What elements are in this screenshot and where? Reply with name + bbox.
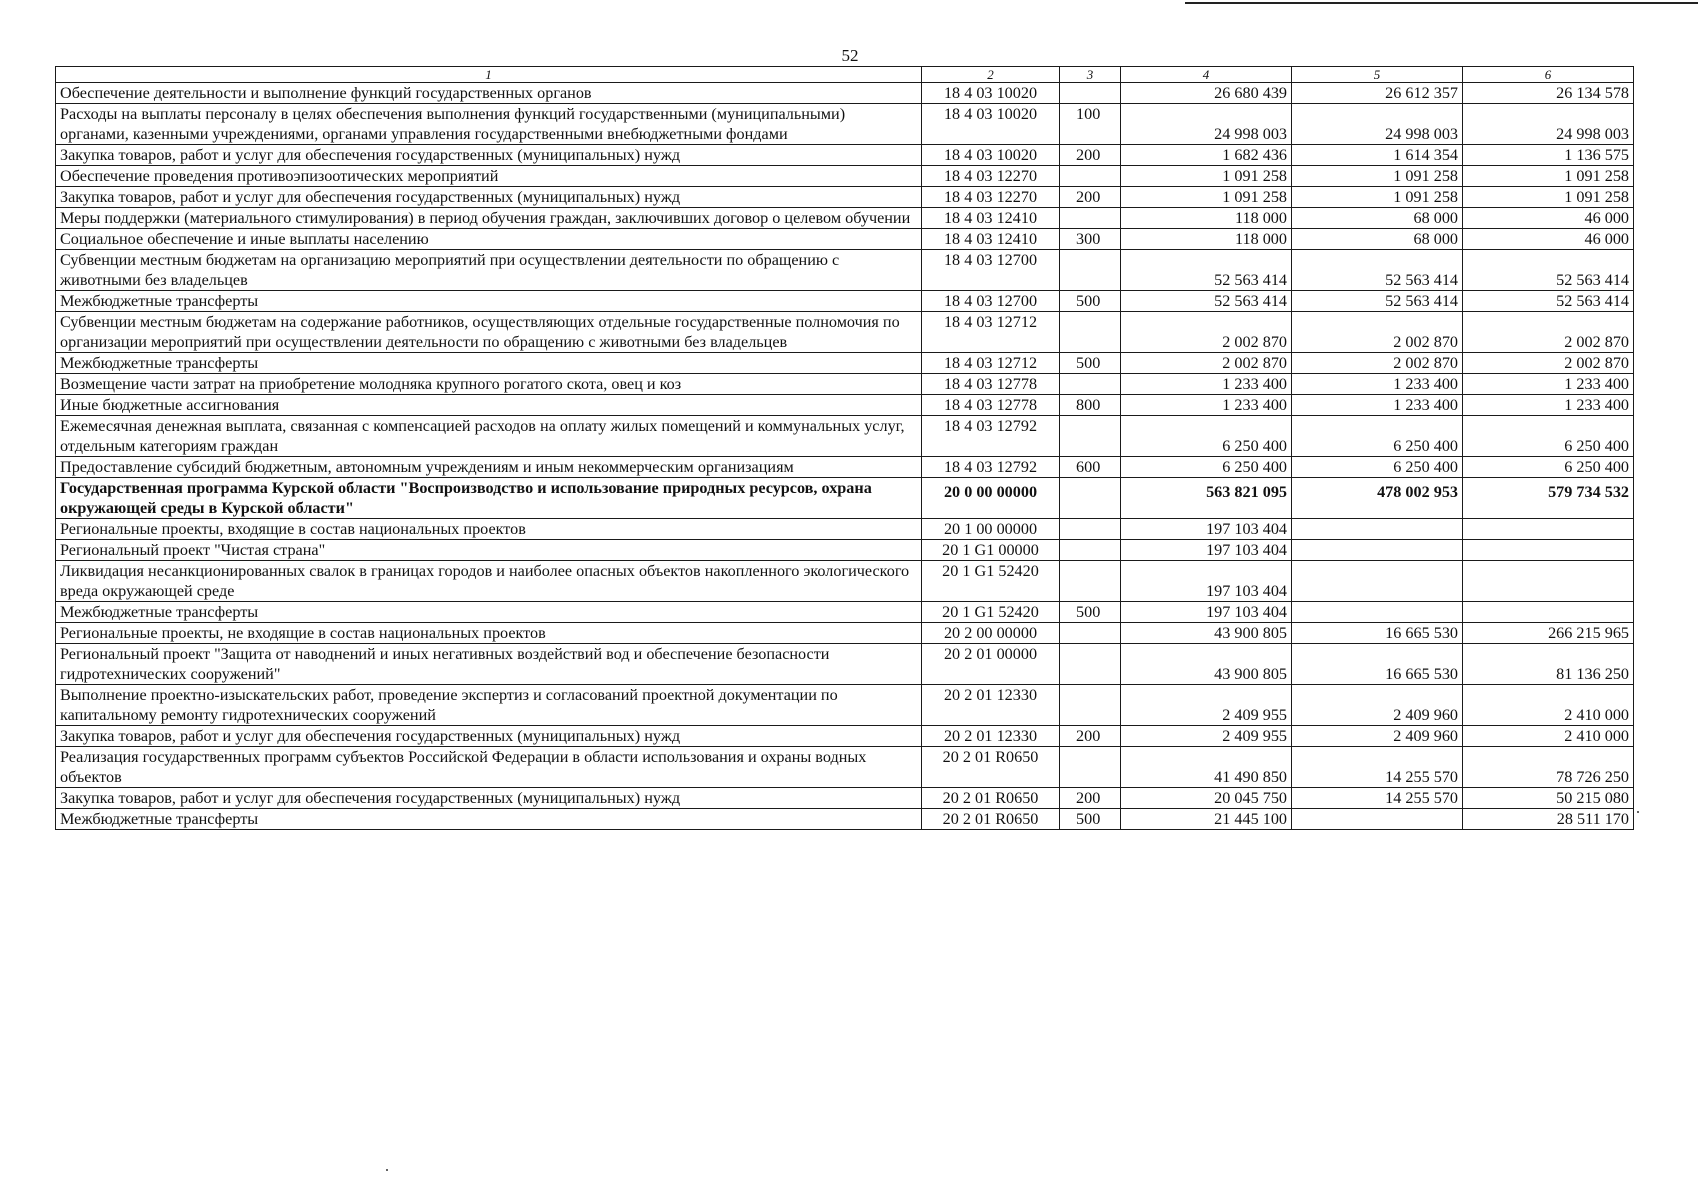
- row-amount-col4: 1 233 400: [1121, 395, 1292, 416]
- row-amount-col5: 1 091 258: [1292, 187, 1463, 208]
- row-name: Межбюджетные трансферты: [56, 809, 922, 830]
- row-amount-col5: 68 000: [1292, 208, 1463, 229]
- row-expense-type: [1060, 478, 1121, 519]
- table-row: [56, 250, 1634, 291]
- table-row: [56, 788, 1634, 809]
- table-row: [56, 291, 1634, 312]
- table-row: [56, 145, 1634, 166]
- row-amount-col5: 52 563 414: [1292, 291, 1463, 312]
- row-name: Ежемесячная денежная выплата, связанная с компенсацией расходов на оплату жилых помещений и коммунальных услуг, отдельным категориям граждан: [56, 416, 922, 457]
- row-name: Возмещение части затрат на приобретение молодняка крупного рогатого скота, овец и коз: [56, 374, 922, 395]
- column-number-6: 6: [1463, 67, 1634, 83]
- row-expense-type: 500: [1060, 353, 1121, 374]
- row-amount-col6: 1 233 400: [1463, 395, 1634, 416]
- row-code: 18 4 03 12410: [922, 208, 1060, 229]
- table-row: [56, 416, 1634, 457]
- row-amount-col6: 52 563 414: [1463, 291, 1634, 312]
- top-border-line: [1185, 2, 1698, 4]
- row-amount-col6: [1463, 540, 1634, 561]
- row-expense-type: [1060, 416, 1121, 457]
- row-amount-col5: [1292, 519, 1463, 540]
- row-code: 20 1 G1 52420: [922, 561, 1060, 602]
- table-row: [56, 229, 1634, 250]
- row-expense-type: 600: [1060, 457, 1121, 478]
- row-amount-col5: 14 255 570: [1292, 788, 1463, 809]
- row-code: 18 4 03 12712: [922, 312, 1060, 353]
- scan-speck: [1637, 811, 1639, 813]
- row-amount-col4: 2 409 955: [1121, 726, 1292, 747]
- table-row: [56, 809, 1634, 830]
- row-code: 20 2 01 00000: [922, 644, 1060, 685]
- row-amount-col4: 1 682 436: [1121, 145, 1292, 166]
- row-expense-type: 200: [1060, 788, 1121, 809]
- row-amount-col4: 2 409 955: [1121, 685, 1292, 726]
- table-row: [56, 623, 1634, 644]
- row-amount-col4: 52 563 414: [1121, 250, 1292, 291]
- table-row: [56, 187, 1634, 208]
- row-amount-col6: [1463, 602, 1634, 623]
- row-amount-col5: 26 612 357: [1292, 83, 1463, 104]
- row-amount-col6: 78 726 250: [1463, 747, 1634, 788]
- row-amount-col6: 579 734 532: [1463, 478, 1634, 519]
- row-amount-col5: [1292, 809, 1463, 830]
- scan-speck: [386, 1169, 388, 1171]
- table-row: [56, 353, 1634, 374]
- row-amount-col6: 46 000: [1463, 229, 1634, 250]
- table-row: [56, 208, 1634, 229]
- row-expense-type: 800: [1060, 395, 1121, 416]
- row-expense-type: [1060, 250, 1121, 291]
- row-amount-col4: 197 103 404: [1121, 602, 1292, 623]
- row-code: 20 2 01 R0650: [922, 809, 1060, 830]
- row-amount-col5: 2 409 960: [1292, 685, 1463, 726]
- budget-table-container: [55, 66, 1633, 830]
- row-name: Субвенции местным бюджетам на организацию мероприятий при осуществлении деятельности по обращению с животными без владельцев: [56, 250, 922, 291]
- row-code: 18 4 03 12700: [922, 291, 1060, 312]
- table-row: [56, 104, 1634, 145]
- row-amount-col4: 197 103 404: [1121, 519, 1292, 540]
- row-code: 18 4 03 12270: [922, 187, 1060, 208]
- row-amount-col5: 2 002 870: [1292, 353, 1463, 374]
- table-row: [56, 644, 1634, 685]
- row-code: 20 2 01 R0650: [922, 788, 1060, 809]
- row-name: Ликвидация несанкционированных свалок в границах городов и наиболее опасных объектов накопленного экологического вреда окружающей среде: [56, 561, 922, 602]
- column-number-4: 4: [1121, 67, 1292, 83]
- row-name: Региональные проекты, не входящие в состав национальных проектов: [56, 623, 922, 644]
- row-amount-col4: 41 490 850: [1121, 747, 1292, 788]
- row-expense-type: 500: [1060, 809, 1121, 830]
- row-amount-col4: 6 250 400: [1121, 416, 1292, 457]
- row-expense-type: [1060, 208, 1121, 229]
- table-row: [56, 747, 1634, 788]
- row-amount-col5: 16 665 530: [1292, 623, 1463, 644]
- row-expense-type: [1060, 561, 1121, 602]
- column-number-3: 3: [1060, 67, 1121, 83]
- row-amount-col5: 52 563 414: [1292, 250, 1463, 291]
- row-name: Расходы на выплаты персоналу в целях обеспечения выполнения функций государственными (муниципальными) органами, казенными учреждениями, органами управления государственными внебюджетными фондами: [56, 104, 922, 145]
- row-code: 18 4 03 12410: [922, 229, 1060, 250]
- row-code: 20 2 01 12330: [922, 726, 1060, 747]
- row-amount-col5: 1 233 400: [1292, 374, 1463, 395]
- table-row: [56, 457, 1634, 478]
- row-amount-col5: [1292, 602, 1463, 623]
- row-amount-col5: 1 091 258: [1292, 166, 1463, 187]
- row-name: Выполнение проектно-изыскательских работ, проведение экспертиз и согласований проектной документации по капитальному ремонту гидротехнических сооружений: [56, 685, 922, 726]
- row-amount-col6: 28 511 170: [1463, 809, 1634, 830]
- table-body: [56, 67, 1634, 830]
- row-code: 18 4 03 12778: [922, 374, 1060, 395]
- row-name: Социальное обеспечение и иные выплаты населению: [56, 229, 922, 250]
- row-expense-type: [1060, 644, 1121, 685]
- row-expense-type: [1060, 747, 1121, 788]
- row-amount-col6: 1 091 258: [1463, 187, 1634, 208]
- row-name: Меры поддержки (материального стимулирования) в период обучения граждан, заключивших договор о целевом обучении: [56, 208, 922, 229]
- row-name: Региональные проекты, входящие в состав национальных проектов: [56, 519, 922, 540]
- row-amount-col5: 2 002 870: [1292, 312, 1463, 353]
- row-code: 20 2 00 00000: [922, 623, 1060, 644]
- table-row: [56, 561, 1634, 602]
- row-name: Иные бюджетные ассигнования: [56, 395, 922, 416]
- row-amount-col4: 2 002 870: [1121, 353, 1292, 374]
- row-amount-col5: 2 409 960: [1292, 726, 1463, 747]
- row-name: Реализация государственных программ субъектов Российской Федерации в области использования и охраны водных объектов: [56, 747, 922, 788]
- table-row: [56, 540, 1634, 561]
- row-expense-type: [1060, 685, 1121, 726]
- row-expense-type: [1060, 540, 1121, 561]
- row-amount-col5: 478 002 953: [1292, 478, 1463, 519]
- page-number: 52: [841, 46, 859, 65]
- table-row: [56, 166, 1634, 187]
- row-expense-type: 500: [1060, 291, 1121, 312]
- row-expense-type: [1060, 374, 1121, 395]
- row-amount-col4: 26 680 439: [1121, 83, 1292, 104]
- row-expense-type: 300: [1060, 229, 1121, 250]
- row-name: Обеспечение проведения противоэпизоотических мероприятий: [56, 166, 922, 187]
- row-name: Межбюджетные трансферты: [56, 291, 922, 312]
- row-amount-col5: 24 998 003: [1292, 104, 1463, 145]
- table-row: [56, 726, 1634, 747]
- row-expense-type: [1060, 312, 1121, 353]
- row-name: Государственная программа Курской области "Воспроизводство и использование природных ресурсов, охрана окружающей среды в Курской области": [56, 478, 922, 519]
- row-name: Межбюджетные трансферты: [56, 602, 922, 623]
- row-amount-col5: 16 665 530: [1292, 644, 1463, 685]
- column-number-1: 1: [56, 67, 922, 83]
- row-amount-col5: 68 000: [1292, 229, 1463, 250]
- column-number-5: 5: [1292, 67, 1463, 83]
- row-amount-col5: 1 233 400: [1292, 395, 1463, 416]
- row-code: 18 4 03 12712: [922, 353, 1060, 374]
- row-name: Закупка товаров, работ и услуг для обеспечения государственных (муниципальных) нужд: [56, 187, 922, 208]
- row-expense-type: 100: [1060, 104, 1121, 145]
- row-amount-col6: 266 215 965: [1463, 623, 1634, 644]
- row-amount-col4: 197 103 404: [1121, 561, 1292, 602]
- row-code: 18 4 03 12700: [922, 250, 1060, 291]
- table-row: [56, 602, 1634, 623]
- row-amount-col4: 1 233 400: [1121, 374, 1292, 395]
- row-amount-col6: 6 250 400: [1463, 416, 1634, 457]
- row-code: 20 1 G1 52420: [922, 602, 1060, 623]
- table-row: [56, 519, 1634, 540]
- table-row: [56, 685, 1634, 726]
- row-expense-type: [1060, 166, 1121, 187]
- row-expense-type: 500: [1060, 602, 1121, 623]
- row-amount-col6: 24 998 003: [1463, 104, 1634, 145]
- row-amount-col6: 50 215 080: [1463, 788, 1634, 809]
- row-expense-type: [1060, 519, 1121, 540]
- row-amount-col6: [1463, 519, 1634, 540]
- row-expense-type: 200: [1060, 145, 1121, 166]
- row-amount-col4: 24 998 003: [1121, 104, 1292, 145]
- row-amount-col6: [1463, 561, 1634, 602]
- row-amount-col4: 118 000: [1121, 208, 1292, 229]
- row-amount-col4: 1 091 258: [1121, 187, 1292, 208]
- row-amount-col4: 1 091 258: [1121, 166, 1292, 187]
- row-amount-col6: 1 233 400: [1463, 374, 1634, 395]
- row-amount-col6: 2 410 000: [1463, 726, 1634, 747]
- row-amount-col4: 43 900 805: [1121, 644, 1292, 685]
- row-code: 18 4 03 10020: [922, 145, 1060, 166]
- row-code: 18 4 03 12778: [922, 395, 1060, 416]
- row-code: 20 2 01 12330: [922, 685, 1060, 726]
- row-amount-col4: 21 445 100: [1121, 809, 1292, 830]
- row-code: 20 2 01 R0650: [922, 747, 1060, 788]
- row-name: Закупка товаров, работ и услуг для обеспечения государственных (муниципальных) нужд: [56, 145, 922, 166]
- row-code: 18 4 03 10020: [922, 104, 1060, 145]
- row-amount-col6: 81 136 250: [1463, 644, 1634, 685]
- column-number-2: 2: [922, 67, 1060, 83]
- row-code: 20 1 G1 00000: [922, 540, 1060, 561]
- row-amount-col5: 14 255 570: [1292, 747, 1463, 788]
- row-amount-col5: 1 614 354: [1292, 145, 1463, 166]
- row-code: 20 1 00 00000: [922, 519, 1060, 540]
- column-number-row: [56, 67, 1634, 83]
- row-expense-type: [1060, 83, 1121, 104]
- row-name: Закупка товаров, работ и услуг для обеспечения государственных (муниципальных) нужд: [56, 726, 922, 747]
- table-row: [56, 395, 1634, 416]
- row-amount-col6: 2 002 870: [1463, 312, 1634, 353]
- table-row: [56, 374, 1634, 395]
- row-amount-col4: 563 821 095: [1121, 478, 1292, 519]
- row-name: Региональный проект "Защита от наводнений и иных негативных воздействий вод и обеспечение безопасности гидротехнических сооружений": [56, 644, 922, 685]
- row-amount-col4: 43 900 805: [1121, 623, 1292, 644]
- row-name: Региональный проект "Чистая страна": [56, 540, 922, 561]
- row-name: Межбюджетные трансферты: [56, 353, 922, 374]
- row-name: Закупка товаров, работ и услуг для обеспечения государственных (муниципальных) нужд: [56, 788, 922, 809]
- row-code: 18 4 03 12270: [922, 166, 1060, 187]
- table-row: [56, 478, 1634, 519]
- row-expense-type: 200: [1060, 726, 1121, 747]
- row-amount-col5: [1292, 540, 1463, 561]
- row-amount-col6: 2 002 870: [1463, 353, 1634, 374]
- row-code: 18 4 03 10020: [922, 83, 1060, 104]
- row-amount-col6: 2 410 000: [1463, 685, 1634, 726]
- row-amount-col5: 6 250 400: [1292, 416, 1463, 457]
- row-amount-col4: 6 250 400: [1121, 457, 1292, 478]
- row-amount-col6: 46 000: [1463, 208, 1634, 229]
- row-amount-col4: 118 000: [1121, 229, 1292, 250]
- row-amount-col4: 2 002 870: [1121, 312, 1292, 353]
- row-amount-col4: 197 103 404: [1121, 540, 1292, 561]
- row-amount-col6: 52 563 414: [1463, 250, 1634, 291]
- row-amount-col6: 26 134 578: [1463, 83, 1634, 104]
- budget-table: [55, 66, 1634, 830]
- row-code: 18 4 03 12792: [922, 457, 1060, 478]
- row-amount-col5: [1292, 561, 1463, 602]
- row-name: Обеспечение деятельности и выполнение функций государственных органов: [56, 83, 922, 104]
- row-code: 18 4 03 12792: [922, 416, 1060, 457]
- row-amount-col6: 6 250 400: [1463, 457, 1634, 478]
- row-code: 20 0 00 00000: [922, 478, 1060, 519]
- row-amount-col6: 1 091 258: [1463, 166, 1634, 187]
- row-amount-col4: 20 045 750: [1121, 788, 1292, 809]
- row-expense-type: 200: [1060, 187, 1121, 208]
- table-row: [56, 312, 1634, 353]
- row-amount-col6: 1 136 575: [1463, 145, 1634, 166]
- table-row: [56, 83, 1634, 104]
- row-name: Субвенции местным бюджетам на содержание работников, осуществляющих отдельные государственные полномочия по организации мероприятий при осуществлении деятельности по обращению с животными без владельцев: [56, 312, 922, 353]
- row-amount-col4: 52 563 414: [1121, 291, 1292, 312]
- row-amount-col5: 6 250 400: [1292, 457, 1463, 478]
- row-expense-type: [1060, 623, 1121, 644]
- row-name: Предоставление субсидий бюджетным, автономным учреждениям и иным некоммерческим организациям: [56, 457, 922, 478]
